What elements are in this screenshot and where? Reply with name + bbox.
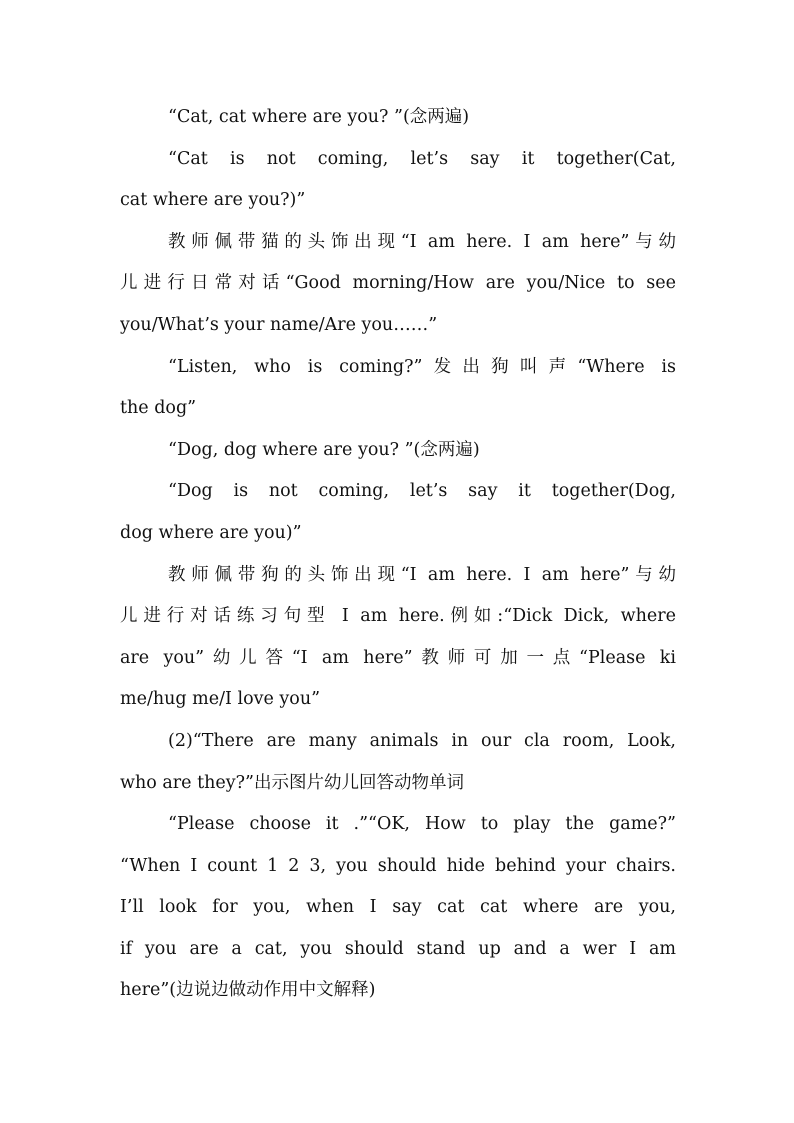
text-line: if you are a cat, you should stand up and a wer I am [120, 938, 676, 959]
text-line: 儿进行对话练习句型 I am here.例如:“Dick Dick, where [120, 606, 676, 627]
text-line: here”(边说边做动作用中文解释) [120, 980, 376, 1001]
text-line: dog where are you)” [120, 522, 302, 543]
text-line: 儿进行日常对话“Good morning/How are you/Nice to see [120, 273, 676, 294]
text-line: 教师佩带狗的头饰出现“I am here. I am here”与幼 [168, 564, 676, 585]
text-line: “Please choose it .”“OK, How to play the game?” [168, 814, 676, 835]
document-body [120, 97, 676, 1012]
text-line: I’ll look for you, when I say cat cat where are you, [120, 897, 676, 918]
text-line: “When I count 1 2 3, you should hide behind your chairs. [120, 855, 676, 876]
text-line: are you”幼儿答“I am here”教师可加一点“Please ki [120, 647, 676, 668]
text-line: “Listen, who is coming?”发出狗叫声“Where is [168, 356, 676, 377]
text-line: “Cat, cat where are you? ”(念两遍) [168, 107, 470, 127]
text-line: cat where are you?)” [120, 190, 306, 211]
text-line: you/What’s your name/Are you……” [120, 314, 438, 335]
text-line: 教师佩带猫的头饰出现“I am here. I am here”与幼 [168, 231, 676, 252]
text-line: the dog” [120, 398, 197, 419]
text-line: me/hug me/I love you” [120, 689, 321, 710]
text-line: “Dog is not coming, let’s say it together(Dog, [168, 481, 676, 502]
text-line: (2)“There are many animals in our cla room, Look, [168, 730, 676, 751]
text-line: who are they?”出示图片幼儿回答动物单词 [120, 772, 464, 793]
text-line: “Dog, dog where are you? ”(念两遍) [168, 439, 480, 460]
text-line: “Cat is not coming, let’s say it together(Cat, [168, 148, 676, 169]
